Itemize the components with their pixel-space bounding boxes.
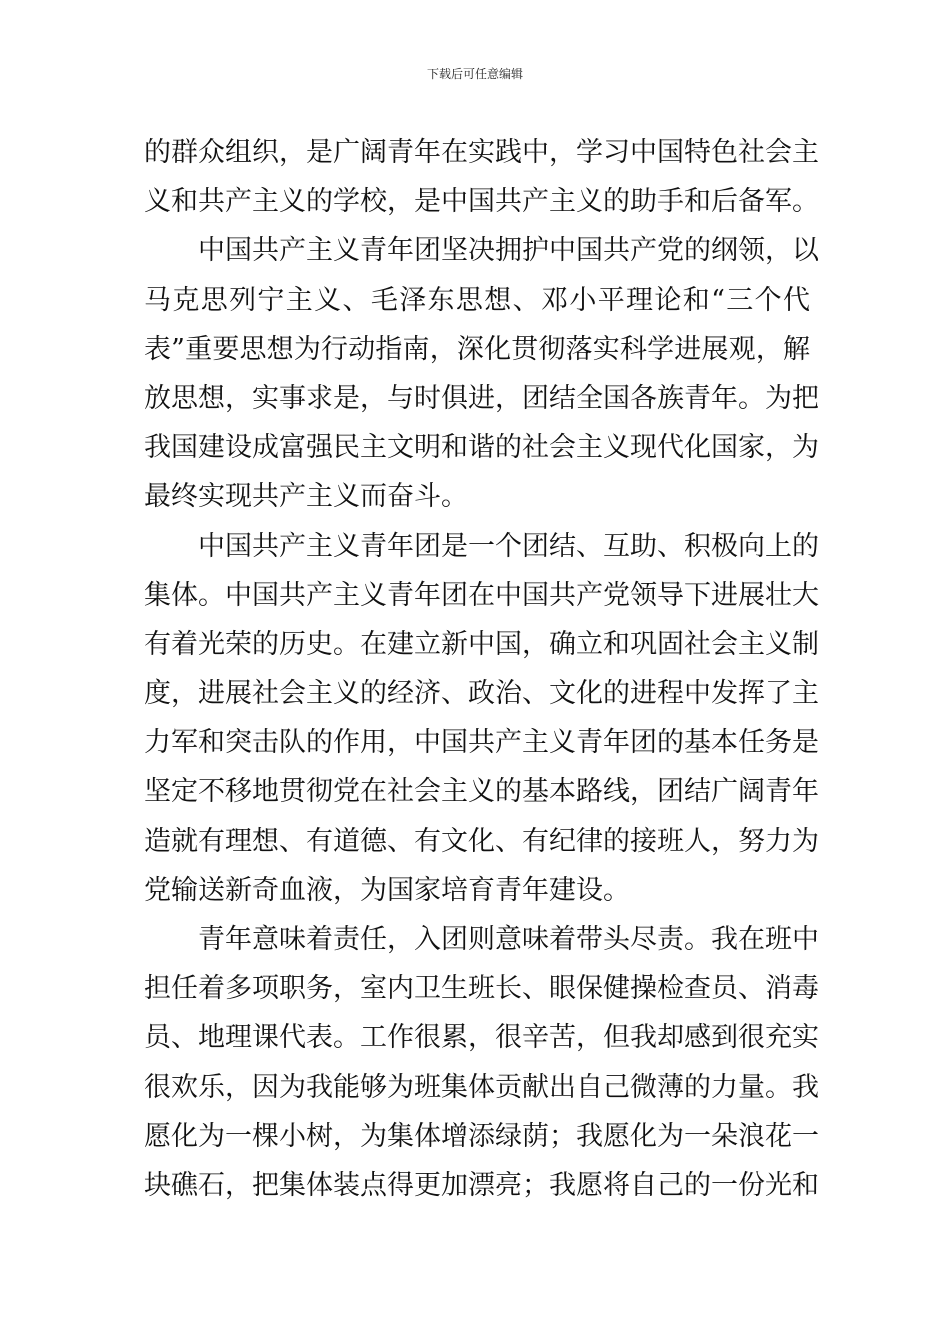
text-line: 力军和突击队的作用，中国共产主义青年团的基本任务是: [144, 727, 819, 759]
text-line: 集体。中国共产主义青年团在中国共产党领导下进展壮大: [144, 579, 819, 611]
text-line: 度，进展社会主义的经济、政治、文化的进程中发挥了主: [144, 678, 819, 710]
text-line: 青年意味着责任，入团则意味着带头尽责。我在班中: [198, 924, 819, 955]
text-line: 很欢乐，因为我能够为班集体贡献出自己微薄的力量。我: [144, 1071, 819, 1103]
text-line: 造就有理想、有道德、有文化、有纪律的接班人，努力为: [144, 825, 819, 857]
text-line: 愿化为一棵小树，为集体增添绿荫；我愿化为一朵浪花一: [144, 1120, 819, 1152]
text-line: 块礁石，把集体装点得更加漂亮；我愿将自己的一份光和: [144, 1169, 819, 1201]
body-text: [144, 128, 819, 1210]
text-line: 表”重要思想为行动指南，深化贯彻落实科学进展观，解: [144, 333, 810, 365]
text-line: 有着光荣的历史。在建立新中国，确立和巩固社会主义制: [144, 628, 819, 660]
text-line: 党输送新奇血液，为国家培育青年建设。: [144, 874, 630, 906]
text-line: 义和共产主义的学校，是中国共产主义的助手和后备军。: [144, 186, 819, 218]
text-line: 担任着多项职务，室内卫生班长、眼保健操检查员、消毒: [144, 973, 819, 1005]
text-line: 放思想，实事求是，与时俱进，团结全国各族青年。为把: [144, 382, 819, 414]
text-line: 坚定不移地贯彻党在社会主义的基本路线，团结广阔青年: [144, 776, 819, 808]
text-line: 员、地理课代表。工作很累，很辛苦，但我却感到很充实: [144, 1022, 819, 1054]
page-header: 下载后可任意编辑: [426, 67, 523, 81]
text-line: 我国建设成富强民主文明和谐的社会主义现代化国家，为: [144, 432, 819, 464]
text-line: 的群众组织，是广阔青年在实践中，学习中国特色社会主: [144, 137, 819, 168]
text-line: 中国共产主义青年团是一个团结、互助、积极向上的: [198, 530, 819, 562]
text-line: 马克思列宁主义、毛泽东思想、邓小平理论和“三个代: [144, 284, 810, 316]
text-line: 中国共产主义青年团坚决拥护中国共产党的纲领，以: [198, 235, 819, 267]
text-line: 最终实现共产主义而奋斗。: [144, 481, 468, 513]
